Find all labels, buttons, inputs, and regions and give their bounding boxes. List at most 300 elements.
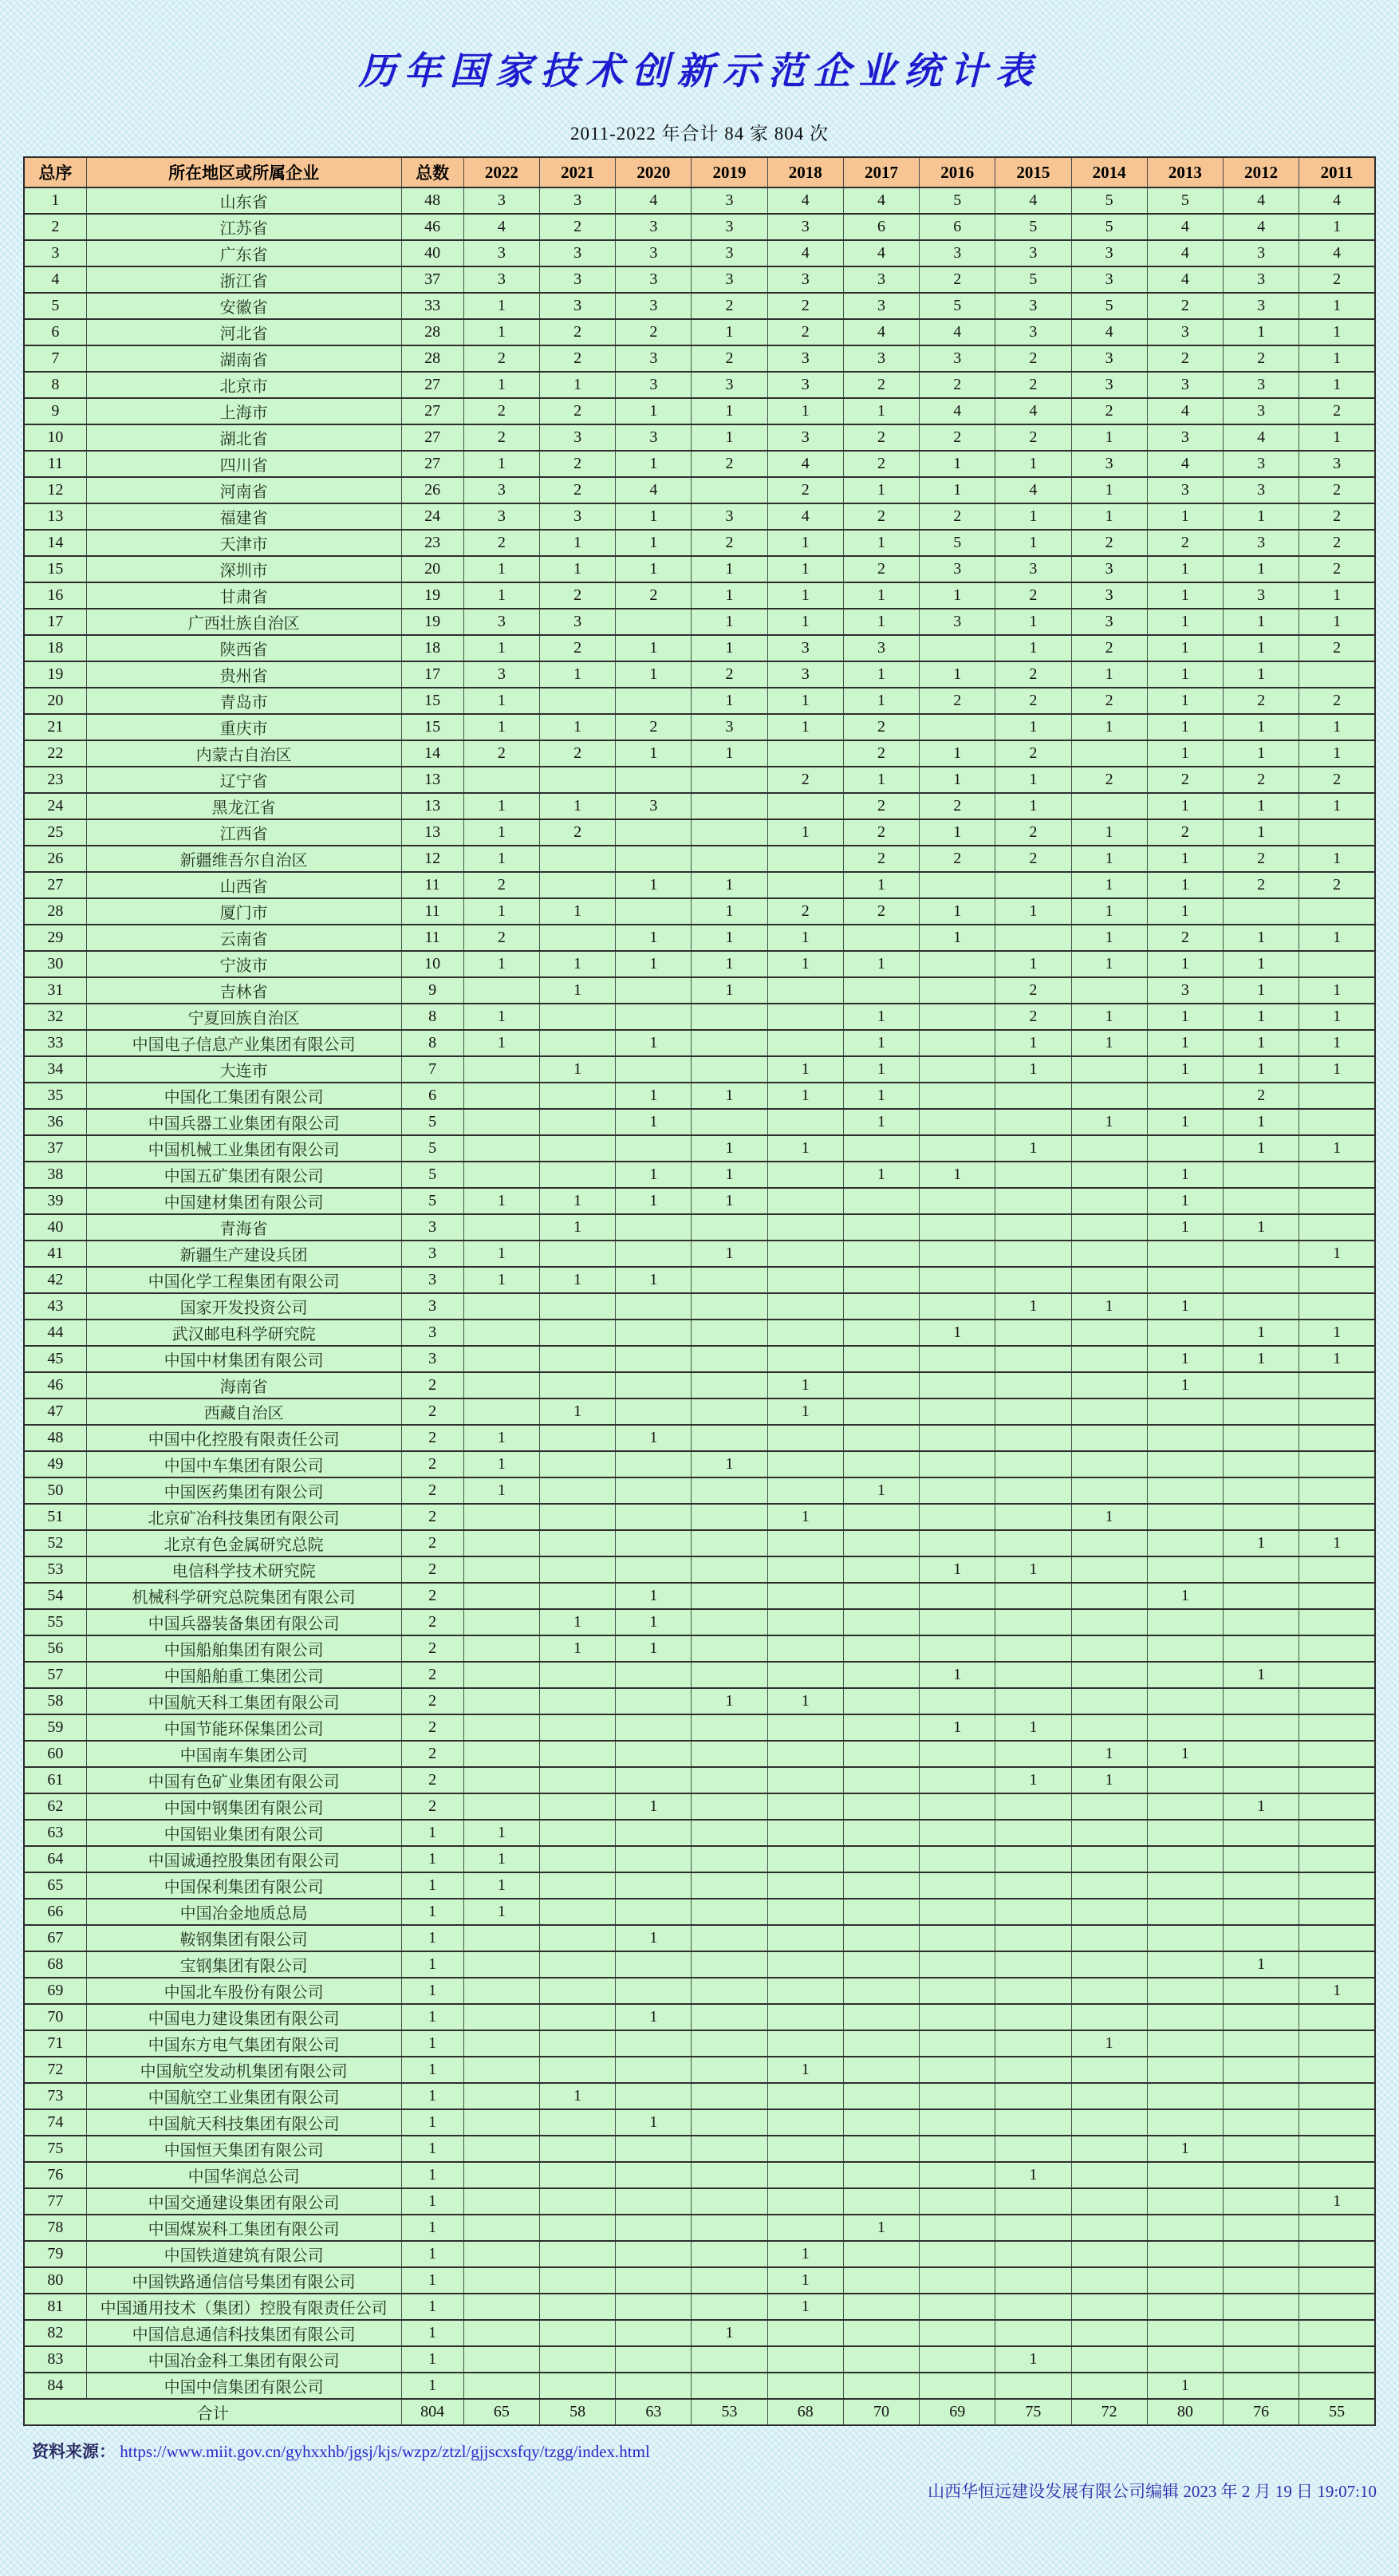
year-value-cell	[616, 2030, 692, 2057]
grand-total-value: 804	[401, 2399, 463, 2425]
year-value-cell	[767, 1241, 843, 1267]
row-total-cell: 1	[401, 1951, 463, 1978]
table-row	[24, 1714, 1375, 1741]
year-value-cell	[692, 1004, 767, 1030]
year-value-cell	[1071, 2241, 1147, 2267]
year-value-cell: 2	[767, 293, 843, 319]
year-value-cell: 1	[1147, 688, 1223, 714]
year-value-cell	[1299, 1793, 1375, 1820]
year-value-cell: 1	[767, 1056, 843, 1083]
year-value-cell	[920, 2083, 995, 2109]
year-value-cell: 5	[1071, 214, 1147, 240]
year-value-cell	[616, 2083, 692, 2109]
year-value-cell	[1299, 1398, 1375, 1425]
year-value-cell	[1223, 1767, 1299, 1793]
year-value-cell: 3	[463, 240, 539, 266]
year-value-cell	[1147, 1767, 1223, 1793]
year-value-cell	[1147, 1320, 1223, 1346]
row-number-cell: 54	[24, 1583, 86, 1609]
row-number-cell: 57	[24, 1662, 86, 1688]
year-value-cell	[920, 1109, 995, 1135]
year-value-cell	[692, 1030, 767, 1056]
year-value-cell: 1	[692, 977, 767, 1004]
year-value-cell	[1223, 2083, 1299, 2109]
year-value-cell: 3	[843, 293, 919, 319]
year-value-cell	[1147, 1872, 1223, 1899]
table-row	[24, 1767, 1375, 1793]
year-value-cell: 2	[1299, 872, 1375, 898]
year-value-cell: 1	[616, 503, 692, 530]
year-value-cell	[539, 2057, 615, 2083]
year-value-cell	[463, 1741, 539, 1767]
year-value-cell	[843, 2057, 919, 2083]
year-value-cell	[920, 1741, 995, 1767]
year-value-cell: 4	[1223, 424, 1299, 451]
year-value-cell: 1	[539, 1214, 615, 1241]
year-value-cell	[463, 2083, 539, 2109]
year-value-cell: 1	[767, 688, 843, 714]
year-value-cell: 2	[616, 319, 692, 345]
row-total-cell: 19	[401, 582, 463, 609]
year-value-cell	[920, 1188, 995, 1214]
region-name-cell: 海南省	[86, 1372, 401, 1398]
row-total-cell: 1	[401, 2241, 463, 2267]
row-total-cell: 11	[401, 898, 463, 925]
year-value-cell	[463, 1135, 539, 1162]
year-value-cell	[616, 1451, 692, 1477]
year-value-cell: 2	[843, 740, 919, 767]
row-number-cell: 17	[24, 609, 86, 635]
year-value-cell	[843, 1741, 919, 1767]
year-value-cell	[539, 1241, 615, 1267]
year-value-cell: 1	[1223, 793, 1299, 819]
row-number-cell: 32	[24, 1004, 86, 1030]
year-value-cell	[616, 2346, 692, 2373]
year-value-cell	[616, 1214, 692, 1241]
year-value-cell	[995, 1346, 1071, 1372]
year-value-cell	[616, 977, 692, 1004]
year-value-cell: 1	[1071, 1004, 1147, 1030]
year-value-cell: 1	[1147, 1214, 1223, 1241]
row-number-cell: 13	[24, 503, 86, 530]
year-value-cell	[616, 1504, 692, 1530]
table-row	[24, 1425, 1375, 1451]
year-value-cell: 1	[767, 1083, 843, 1109]
year-value-cell: 2	[463, 530, 539, 556]
year-value-cell: 1	[1147, 1162, 1223, 1188]
table-row	[24, 951, 1375, 977]
region-name-cell: 中国中化控股有限责任公司	[86, 1425, 401, 1451]
header-cell-1: 所在地区或所属企业	[86, 157, 401, 187]
row-total-cell: 2	[401, 1451, 463, 1477]
region-name-cell: 宝钢集团有限公司	[86, 1951, 401, 1978]
region-name-cell: 河南省	[86, 477, 401, 503]
year-value-cell: 1	[616, 1030, 692, 1056]
year-value-cell	[1223, 1846, 1299, 1872]
year-value-cell: 2	[1299, 266, 1375, 293]
year-value-cell	[539, 1714, 615, 1741]
year-value-cell	[843, 1556, 919, 1583]
year-value-cell: 2	[995, 582, 1071, 609]
year-value-cell	[1299, 2162, 1375, 2188]
table-row	[24, 1530, 1375, 1556]
year-value-cell	[1299, 1083, 1375, 1109]
year-value-cell: 2	[920, 372, 995, 398]
year-value-cell	[1071, 977, 1147, 1004]
year-value-cell	[463, 2241, 539, 2267]
year-value-cell	[539, 1451, 615, 1477]
year-value-cell	[692, 1214, 767, 1241]
header-cell-3: 2022	[463, 157, 539, 187]
row-number-cell: 62	[24, 1793, 86, 1820]
table-row	[24, 819, 1375, 846]
year-value-cell: 3	[539, 609, 615, 635]
year-value-cell: 1	[1071, 477, 1147, 503]
region-name-cell: 江西省	[86, 819, 401, 846]
source-url-link[interactable]: https://www.miit.gov.cn/gyhxxhb/jgsj/kjs/wzpz/ztzl/gjjscxsfqy/tzgg/index.html	[120, 2442, 650, 2461]
table-row	[24, 2136, 1375, 2162]
row-total-cell: 6	[401, 1083, 463, 1109]
row-total-cell: 1	[401, 2188, 463, 2215]
year-value-cell	[1147, 2346, 1223, 2373]
region-name-cell: 中国冶金地质总局	[86, 1899, 401, 1925]
year-value-cell	[1299, 1372, 1375, 1398]
table-row	[24, 1793, 1375, 1820]
year-value-cell: 5	[920, 530, 995, 556]
year-value-cell: 1	[1147, 1372, 1223, 1398]
year-value-cell: 2	[539, 345, 615, 372]
year-value-cell: 2	[920, 688, 995, 714]
row-number-cell: 18	[24, 635, 86, 661]
year-value-cell: 2	[1299, 503, 1375, 530]
year-value-cell	[920, 1346, 995, 1372]
year-value-cell: 2	[1299, 635, 1375, 661]
year-value-cell: 1	[995, 635, 1071, 661]
year-value-cell: 1	[692, 925, 767, 951]
year-value-cell	[616, 1741, 692, 1767]
row-total-cell: 1	[401, 1820, 463, 1846]
year-value-cell: 3	[1223, 398, 1299, 424]
row-total-cell: 27	[401, 424, 463, 451]
row-total-cell: 33	[401, 293, 463, 319]
year-value-cell	[1071, 1451, 1147, 1477]
year-value-cell: 1	[616, 2004, 692, 2030]
year-value-cell	[463, 2267, 539, 2294]
year-value-cell: 1	[463, 1188, 539, 1214]
year-value-cell	[616, 1846, 692, 1872]
row-total-cell: 1	[401, 1925, 463, 1951]
row-total-cell: 1	[401, 2109, 463, 2136]
year-value-cell	[616, 1241, 692, 1267]
year-value-cell	[920, 2241, 995, 2267]
year-value-cell	[692, 1109, 767, 1135]
year-value-cell	[1147, 1556, 1223, 1583]
region-name-cell: 云南省	[86, 925, 401, 951]
year-value-cell: 1	[1071, 424, 1147, 451]
year-value-cell	[616, 1346, 692, 1372]
year-value-cell: 3	[1223, 372, 1299, 398]
year-value-cell: 1	[1223, 1793, 1299, 1820]
year-value-cell: 2	[1299, 688, 1375, 714]
year-value-cell	[539, 1346, 615, 1372]
year-value-cell	[463, 1372, 539, 1398]
year-value-cell: 2	[1299, 398, 1375, 424]
year-value-cell	[539, 1293, 615, 1320]
region-name-cell: 中国电子信息产业集团有限公司	[86, 1030, 401, 1056]
row-number-cell: 84	[24, 2373, 86, 2399]
year-value-cell	[1071, 1241, 1147, 1267]
year-value-cell	[1299, 2267, 1375, 2294]
year-value-cell	[539, 2294, 615, 2320]
year-value-cell	[995, 1504, 1071, 1530]
year-value-cell	[1299, 2004, 1375, 2030]
year-value-cell	[995, 2241, 1071, 2267]
year-value-cell	[920, 1030, 995, 1056]
year-value-cell: 1	[539, 1056, 615, 1083]
header-cell-13: 2012	[1223, 157, 1299, 187]
year-value-cell: 1	[1223, 1346, 1299, 1372]
row-total-cell: 27	[401, 372, 463, 398]
table-row	[24, 1241, 1375, 1267]
region-name-cell: 中国航天科工集团有限公司	[86, 1688, 401, 1714]
year-value-cell	[767, 1556, 843, 1583]
year-value-cell	[920, 2215, 995, 2241]
table-row	[24, 740, 1375, 767]
table-row	[24, 1688, 1375, 1714]
source-label: 资料来源：	[32, 2442, 116, 2461]
table-row	[24, 1978, 1375, 2004]
region-name-cell: 重庆市	[86, 714, 401, 740]
row-number-cell: 70	[24, 2004, 86, 2030]
year-value-cell	[616, 1135, 692, 1162]
year-value-cell: 1	[463, 951, 539, 977]
year-value-cell	[539, 767, 615, 793]
year-value-cell: 2	[1071, 530, 1147, 556]
year-value-cell	[616, 1004, 692, 1030]
year-value-cell: 3	[463, 477, 539, 503]
year-value-cell	[1071, 793, 1147, 819]
year-value-cell	[1223, 1741, 1299, 1767]
table-row	[24, 1899, 1375, 1925]
year-value-cell	[843, 1346, 919, 1372]
year-value-cell: 3	[692, 714, 767, 740]
row-number-cell: 31	[24, 977, 86, 1004]
year-value-cell	[1147, 2241, 1223, 2267]
row-total-cell: 27	[401, 451, 463, 477]
year-value-cell: 1	[767, 1688, 843, 1714]
year-value-cell: 4	[767, 451, 843, 477]
year-value-cell	[692, 1530, 767, 1556]
year-value-cell	[692, 1872, 767, 1899]
year-value-cell	[616, 1320, 692, 1346]
year-value-cell	[539, 1978, 615, 2004]
row-total-cell: 12	[401, 846, 463, 872]
year-value-cell	[1147, 1083, 1223, 1109]
year-value-cell	[1147, 1978, 1223, 2004]
year-value-cell: 3	[1223, 530, 1299, 556]
year-value-cell	[616, 1978, 692, 2004]
row-total-cell: 15	[401, 688, 463, 714]
year-value-cell: 1	[843, 1056, 919, 1083]
year-value-cell	[463, 1346, 539, 1372]
year-value-cell	[692, 1635, 767, 1662]
year-value-cell	[995, 1477, 1071, 1504]
year-value-cell	[539, 1583, 615, 1609]
year-value-cell: 3	[1071, 266, 1147, 293]
year-value-cell	[1299, 1214, 1375, 1241]
year-value-cell: 2	[1223, 688, 1299, 714]
year-value-cell	[1223, 1925, 1299, 1951]
year-value-cell	[843, 1372, 919, 1398]
row-number-cell: 10	[24, 424, 86, 451]
region-name-cell: 上海市	[86, 398, 401, 424]
year-value-cell	[843, 2004, 919, 2030]
year-value-cell	[1071, 1372, 1147, 1398]
year-value-cell	[1223, 2320, 1299, 2346]
year-value-cell: 2	[843, 819, 919, 846]
year-value-cell	[767, 1951, 843, 1978]
year-value-cell: 2	[463, 872, 539, 898]
year-value-cell: 1	[1147, 898, 1223, 925]
year-value-cell: 1	[539, 1609, 615, 1635]
year-value-cell: 1	[1071, 661, 1147, 688]
year-value-cell: 2	[1147, 293, 1223, 319]
year-value-cell: 2	[1147, 530, 1223, 556]
year-value-cell: 1	[616, 1583, 692, 1609]
year-value-cell: 6	[920, 214, 995, 240]
year-value-cell: 1	[995, 951, 1071, 977]
year-value-cell: 1	[616, 1793, 692, 1820]
year-value-cell: 1	[920, 477, 995, 503]
year-value-cell	[616, 2215, 692, 2241]
row-total-cell: 3	[401, 1346, 463, 1372]
year-value-cell: 1	[692, 2320, 767, 2346]
year-value-cell	[995, 1241, 1071, 1267]
region-name-cell: 中国煤炭科工集团有限公司	[86, 2215, 401, 2241]
year-value-cell	[995, 1425, 1071, 1451]
row-total-cell: 1	[401, 1978, 463, 2004]
credit-line: 山西华恒远建设发展有限公司编辑 2023 年 2 月 19 日 19:07:10	[928, 2482, 1377, 2501]
year-value-cell	[995, 1162, 1071, 1188]
year-value-cell: 1	[920, 1662, 995, 1688]
region-name-cell: 陕西省	[86, 635, 401, 661]
year-value-cell	[463, 1109, 539, 1135]
row-number-cell: 35	[24, 1083, 86, 1109]
year-value-cell: 5	[920, 293, 995, 319]
year-value-cell	[843, 1635, 919, 1662]
year-value-cell: 1	[1147, 951, 1223, 977]
year-value-cell	[1223, 1714, 1299, 1741]
table-row	[24, 2241, 1375, 2267]
table-row	[24, 1320, 1375, 1346]
header-cell-0: 总序	[24, 157, 86, 187]
year-value-cell	[692, 793, 767, 819]
year-value-cell: 1	[1071, 872, 1147, 898]
region-name-cell: 吉林省	[86, 977, 401, 1004]
row-number-cell: 73	[24, 2083, 86, 2109]
year-value-cell	[920, 977, 995, 1004]
region-name-cell: 中国电力建设集团有限公司	[86, 2004, 401, 2030]
year-value-cell	[1223, 2294, 1299, 2320]
year-value-cell: 1	[1147, 1293, 1223, 1320]
year-value-cell	[692, 2030, 767, 2057]
year-value-cell	[1299, 1635, 1375, 1662]
year-value-cell	[920, 1056, 995, 1083]
year-value-cell: 1	[463, 1425, 539, 1451]
row-total-cell: 13	[401, 767, 463, 793]
year-value-cell	[995, 1583, 1071, 1609]
year-value-cell	[539, 1504, 615, 1530]
header-cell-9: 2016	[920, 157, 995, 187]
year-value-cell: 1	[843, 1477, 919, 1504]
year-value-cell	[692, 1267, 767, 1293]
year-value-cell: 2	[1223, 846, 1299, 872]
year-value-cell: 1	[995, 451, 1071, 477]
row-total-cell: 18	[401, 635, 463, 661]
year-value-cell: 2	[1071, 688, 1147, 714]
year-value-cell	[616, 1477, 692, 1504]
grand-total-year-cell: 75	[995, 2399, 1071, 2425]
year-value-cell	[463, 2004, 539, 2030]
year-value-cell: 3	[995, 319, 1071, 345]
year-value-cell: 1	[616, 1267, 692, 1293]
region-name-cell: 福建省	[86, 503, 401, 530]
year-value-cell	[539, 1425, 615, 1451]
year-value-cell	[920, 872, 995, 898]
row-number-cell: 8	[24, 372, 86, 398]
year-value-cell	[1147, 2083, 1223, 2109]
region-name-cell: 中国化学工程集团有限公司	[86, 1267, 401, 1293]
year-value-cell	[920, 1267, 995, 1293]
table-row	[24, 1267, 1375, 1293]
year-value-cell	[767, 1635, 843, 1662]
header-cell-12: 2013	[1147, 157, 1223, 187]
year-value-cell: 4	[995, 187, 1071, 214]
year-value-cell	[463, 1583, 539, 1609]
header-cell-4: 2021	[539, 157, 615, 187]
year-value-cell	[1299, 1109, 1375, 1135]
year-value-cell	[995, 2004, 1071, 2030]
year-value-cell: 2	[616, 582, 692, 609]
year-value-cell: 1	[692, 1083, 767, 1109]
year-value-cell	[1071, 1925, 1147, 1951]
year-value-cell: 4	[995, 398, 1071, 424]
year-value-cell: 3	[1223, 582, 1299, 609]
year-value-cell	[1299, 1688, 1375, 1714]
year-value-cell: 1	[767, 2057, 843, 2083]
year-value-cell	[995, 1214, 1071, 1241]
year-value-cell: 1	[1223, 951, 1299, 977]
year-value-cell: 2	[463, 345, 539, 372]
row-total-cell: 1	[401, 2267, 463, 2294]
header-cell-11: 2014	[1071, 157, 1147, 187]
year-value-cell: 3	[539, 503, 615, 530]
year-value-cell	[1147, 1504, 1223, 1530]
year-value-cell	[1223, 1609, 1299, 1635]
year-value-cell	[843, 1267, 919, 1293]
year-value-cell: 2	[539, 214, 615, 240]
region-name-cell: 中国化工集团有限公司	[86, 1083, 401, 1109]
table-row	[24, 1662, 1375, 1688]
year-value-cell	[920, 635, 995, 661]
year-value-cell	[767, 793, 843, 819]
year-value-cell: 1	[539, 661, 615, 688]
year-value-cell	[1071, 2320, 1147, 2346]
year-value-cell	[692, 1793, 767, 1820]
year-value-cell	[1223, 1425, 1299, 1451]
year-value-cell: 4	[1071, 319, 1147, 345]
year-value-cell: 1	[767, 1504, 843, 1530]
